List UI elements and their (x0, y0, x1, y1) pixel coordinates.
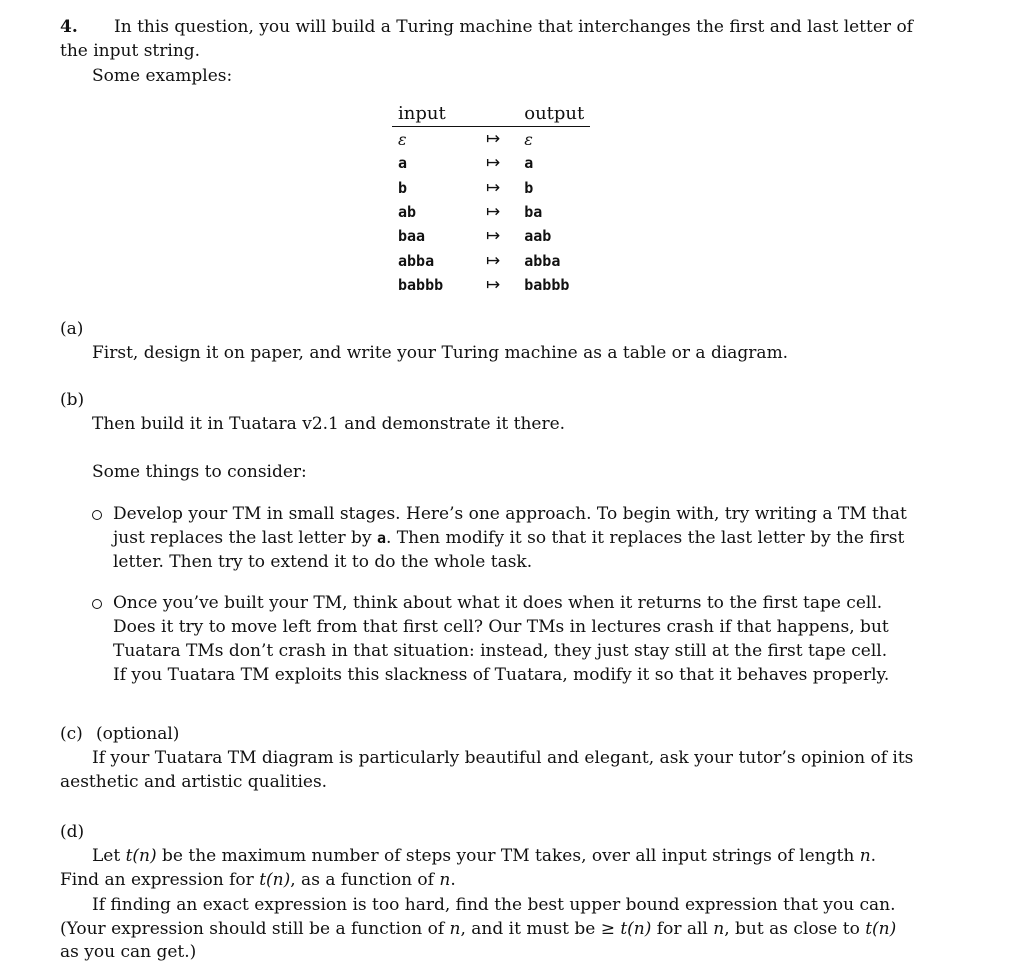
part-c-label: (c) (60, 724, 83, 744)
bullet-1-line-2a: just replaces the last letter by (113, 528, 372, 548)
row-input: ε (398, 129, 407, 149)
part-b-label: (b) (60, 390, 85, 410)
table-row (392, 176, 590, 200)
math-t-of-n: t(n) (259, 870, 291, 890)
table-row (392, 248, 590, 272)
part-d-line-2 (60, 869, 456, 891)
math-n: n (859, 846, 871, 866)
row-input: ab (398, 203, 417, 222)
examples-label: Some examples: (92, 66, 233, 86)
bullet-1-line-2 (113, 527, 904, 549)
part-d-line-2a: Find an expression for (60, 870, 260, 890)
part-c-optional: (optional) (96, 724, 180, 744)
row-output: aab (524, 227, 552, 246)
header-output: output (524, 103, 585, 124)
part-b-text: Then build it in Tuatara v2.1 and demonstrate it there. (92, 414, 566, 434)
header-arrow-spacer (468, 103, 518, 127)
table-row (392, 200, 590, 224)
row-input: babbb (398, 275, 444, 294)
part-d-line-1b: be the maximum number of steps your TM takes, over all input strings of length (156, 846, 860, 866)
math-t-of-n: t(n) (620, 919, 652, 939)
row-input: b (398, 178, 408, 197)
table-row (392, 127, 590, 152)
table-row (392, 151, 590, 175)
examples-table (392, 103, 590, 297)
part-d-line-4c: for all (651, 919, 714, 939)
maps-to-arrow: ↦ (486, 226, 501, 247)
part-d-label: (d) (60, 822, 85, 842)
intro-line-2: the input string. (60, 41, 201, 61)
math-t-of-n: t(n) (865, 919, 897, 939)
part-d-line-3: If finding an exact expression is too hard, find the best upper bound expression that you can. (92, 895, 896, 915)
table-row (392, 273, 590, 297)
bullet-icon (92, 599, 102, 609)
consider-heading: Some things to consider: (92, 462, 307, 482)
math-n: n (713, 919, 725, 939)
question-number: 4. (60, 17, 78, 37)
bullet-icon (92, 510, 102, 520)
bullet-2-line-2: Does it try to move left from that first cell? Our TMs in lectures crash if that happens, but (113, 617, 889, 637)
row-output: ε (524, 129, 533, 149)
intro-line-1: In this question, you will build a Turing machine that interchanges the first and last letter of (114, 17, 913, 37)
examples-header-row (392, 103, 590, 127)
row-output: b (524, 178, 534, 197)
part-d-line-4 (60, 918, 896, 940)
header-input: input (398, 103, 446, 124)
row-output: babbb (524, 275, 570, 294)
part-d-line-4a: (Your expression should still be a function of (60, 919, 450, 939)
part-d-line-1 (92, 845, 876, 867)
part-d-line-5: as you can get.) (60, 942, 197, 962)
code-letter-a: a (376, 529, 386, 547)
part-d-line-4b: , and it must be ≥ (460, 919, 621, 939)
part-c-line-1: If your Tuatara TM diagram is particularly beautiful and elegant, ask your tutor’s opinion of its (92, 748, 914, 768)
bullet-2-line-1: Once you’ve built your TM, think about what it does when it returns to the first tape cell. (113, 593, 883, 613)
part-d-line-2b: , as a function of (290, 870, 440, 890)
table-row (392, 224, 590, 248)
part-d-line-1a: Let (92, 846, 126, 866)
part-c-line-2: aesthetic and artistic qualities. (60, 772, 328, 792)
maps-to-arrow: ↦ (486, 202, 501, 223)
math-t-of-n: t(n) (125, 846, 157, 866)
math-n: n (439, 870, 451, 890)
row-input: abba (398, 251, 435, 270)
maps-to-arrow: ↦ (486, 153, 501, 174)
part-a-text: First, design it on paper, and write your Turing machine as a table or a diagram. (92, 343, 789, 363)
part-d-line-2c: . (450, 870, 456, 890)
part-d-line-4d: , but as close to (724, 919, 866, 939)
bullet-2-line-3: Tuatara TMs don’t crash in that situation: instead, they just stay still at the first tape cell. (113, 641, 888, 661)
bullet-1-line-3: letter. Then try to extend it to do the whole task. (113, 552, 533, 572)
part-a-label: (a) (60, 319, 84, 339)
row-output: a (524, 154, 534, 173)
maps-to-arrow: ↦ (486, 129, 501, 150)
row-output: ba (524, 203, 543, 222)
row-input: a (398, 154, 408, 173)
part-d-line-1c: . (870, 846, 877, 866)
maps-to-arrow: ↦ (486, 274, 501, 295)
bullet-1-line-1: Develop your TM in small stages. Here’s one approach. To begin with, try writing a TM that (113, 504, 907, 524)
maps-to-arrow: ↦ (486, 177, 501, 198)
bullet-2-line-4: If you Tuatara TM exploits this slackness of Tuatara, modify it so that it behaves properly. (113, 665, 890, 685)
bullet-1-line-2b: . Then modify it so that it replaces the last letter by the first (385, 528, 905, 548)
math-n: n (449, 919, 461, 939)
row-output: abba (524, 251, 561, 270)
maps-to-arrow: ↦ (486, 250, 501, 271)
row-input: baa (398, 227, 426, 246)
